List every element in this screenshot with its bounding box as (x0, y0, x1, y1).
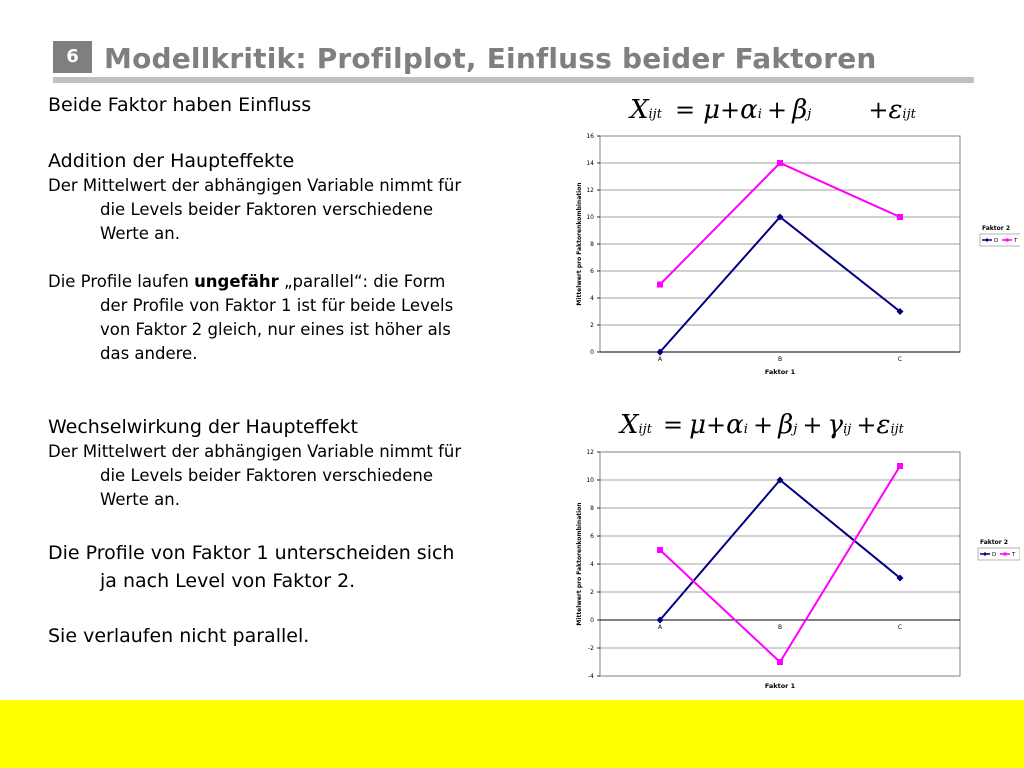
x-tick-label: C (897, 356, 903, 363)
y-axis-title: Mittelwert pro Faktorenkombination (576, 182, 583, 306)
paragraph-line (48, 270, 553, 294)
formula-symbol: + (706, 411, 727, 439)
paragraph-line: Werte an. (100, 224, 180, 243)
formula-symbol: X (630, 95, 649, 125)
y-tick-label: 12 (586, 449, 594, 456)
emphasis-text: ungefähr (194, 272, 279, 291)
y-tick-label: 8 (590, 241, 594, 248)
formula-symbol: β (792, 95, 808, 125)
paragraph-line: von Faktor 2 gleich, nur eines ist höher als (100, 320, 451, 339)
title-underline (53, 77, 974, 83)
formula-subscript: i (743, 422, 748, 437)
paragraph-line: der Profile von Faktor 1 ist für beide Levels (100, 296, 454, 315)
y-tick-label: 6 (590, 533, 594, 540)
data-point-T (777, 659, 783, 665)
formula-subscript: j (793, 422, 798, 437)
formula-additive-model (630, 95, 916, 125)
formula-symbol: γ (827, 410, 844, 440)
data-point-T (657, 547, 663, 553)
paragraph-interaction (48, 440, 553, 512)
legend-marker-T (1004, 553, 1007, 556)
legend-label-T: T (1012, 552, 1016, 558)
formula-subscript: ij (843, 422, 852, 437)
heading-interaction: Wechselwirkung der Haupteffekt (48, 416, 358, 438)
formula-subscript: j (807, 107, 812, 122)
x-tick-label: C (897, 624, 903, 631)
slide-title: Modellkritik: Profilplot, Einfluss beider Faktoren (104, 42, 877, 75)
paragraph-line: Die Profile von Faktor 1 unterscheiden sich (48, 542, 455, 564)
y-tick-label: 2 (590, 322, 594, 329)
legend-label-D: D (994, 238, 999, 244)
formula-symbol: + (720, 96, 741, 124)
y-tick-label: 12 (586, 187, 594, 194)
formula-symbol: + (868, 96, 889, 124)
formula-subscript: ijt (890, 422, 904, 437)
legend-marker-T (1006, 239, 1009, 242)
paragraph-line: Der Mittelwert der abhängigen Variable nimmt für (48, 442, 462, 461)
formula-symbol: = (675, 96, 696, 124)
heading-addition: Addition der Haupteffekte (48, 150, 295, 172)
y-tick-label: 10 (586, 214, 594, 221)
y-tick-label: 6 (590, 268, 594, 275)
text-run: „parallel“: die Form (278, 272, 446, 291)
x-axis-title: Faktor 1 (764, 682, 796, 690)
formula-symbol: μ (703, 95, 721, 125)
paragraph-not-parallel: Sie verlaufen nicht parallel. (48, 625, 310, 647)
formula-subscript: ijt (648, 107, 662, 122)
y-tick-label: 0 (590, 349, 594, 356)
formula-interaction-model (620, 410, 904, 440)
y-tick-label: 8 (590, 505, 594, 512)
formula-symbol: X (620, 410, 639, 440)
y-tick-label: 10 (586, 477, 594, 484)
formula-symbol: μ (689, 410, 707, 440)
paragraph-profiles-differ (48, 539, 553, 595)
paragraph-line: ja nach Level von Faktor 2. (100, 570, 356, 592)
legend-title: Faktor 2 (980, 539, 1008, 546)
formula-subscript: i (757, 107, 762, 122)
x-tick-label: B (777, 356, 783, 363)
formula-symbol: α (740, 95, 758, 125)
formula-symbol: ε (876, 410, 891, 440)
formula-subscript: ijt (902, 107, 916, 122)
y-tick-label: 16 (586, 133, 594, 140)
paragraph-line: die Levels beider Faktoren verschiedene (100, 466, 433, 485)
x-tick-label: A (657, 356, 663, 363)
y-tick-label: -4 (588, 673, 594, 680)
text-run: Die Profile laufen (48, 272, 195, 291)
profile-plot-interaction (570, 445, 1020, 695)
data-point-T (897, 214, 903, 220)
formula-subscript: ijt (638, 422, 652, 437)
y-tick-label: 4 (590, 561, 594, 568)
formula-symbol: = (663, 411, 684, 439)
formula-symbol: α (726, 410, 744, 440)
y-tick-label: 4 (590, 295, 594, 302)
x-tick-label: B (777, 624, 783, 631)
data-point-T (777, 160, 783, 166)
y-tick-label: 14 (586, 160, 594, 167)
data-point-T (657, 282, 663, 288)
paragraph-addition (48, 174, 553, 246)
slide-number: 6 (53, 41, 92, 73)
formula-symbol: β (778, 410, 794, 440)
formula-symbol: + (802, 411, 823, 439)
heading-both-factors: Beide Faktor haben Einfluss (48, 94, 312, 116)
formula-symbol: + (856, 411, 877, 439)
y-tick-label: 2 (590, 589, 594, 596)
formula-symbol: ε (888, 95, 903, 125)
legend-label-T: T (1014, 238, 1018, 244)
paragraph-line: die Levels beider Faktoren verschiedene (100, 200, 433, 219)
legend-label-D: D (992, 552, 997, 558)
paragraph-line: Der Mittelwert der abhängigen Variable nimmt für (48, 176, 462, 195)
profile-plot-additive (570, 128, 1020, 378)
y-tick-label: 0 (590, 617, 594, 624)
paragraph-line: das andere. (100, 344, 198, 363)
paragraph-line: Werte an. (100, 490, 180, 509)
y-tick-label: -2 (588, 645, 594, 652)
x-axis-title: Faktor 1 (764, 368, 796, 376)
legend-title: Faktor 2 (982, 225, 1010, 232)
paragraph-parallel (48, 270, 553, 366)
data-point-T (897, 463, 903, 469)
y-axis-title: Mittelwert pro Faktorenkombination (576, 502, 583, 626)
formula-symbol: + (752, 411, 774, 439)
footer-bar (0, 700, 1024, 768)
x-tick-label: A (657, 624, 663, 631)
formula-symbol: + (766, 96, 788, 124)
